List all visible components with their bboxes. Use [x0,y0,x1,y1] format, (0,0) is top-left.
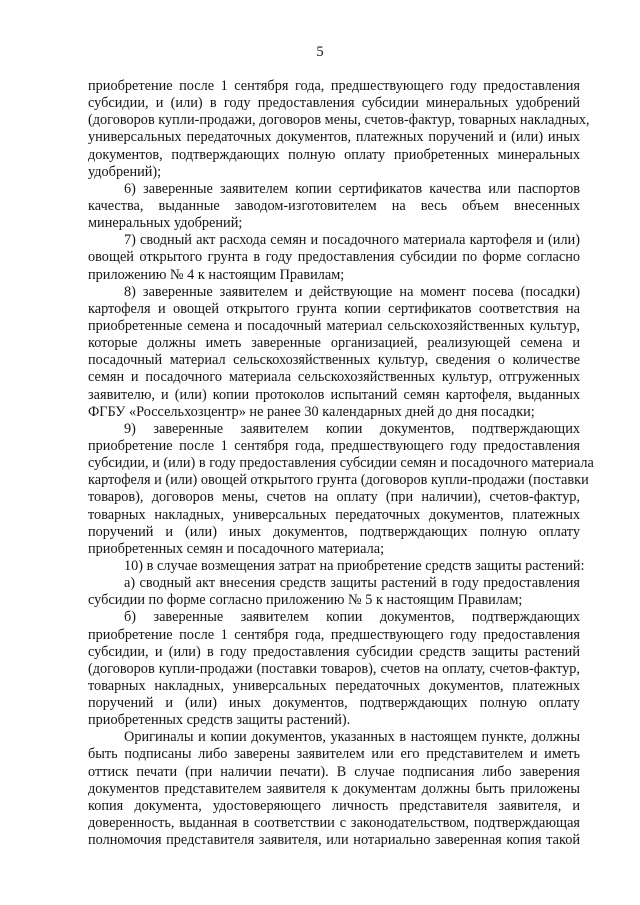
text-line: поручений и (или) иных документов, подтверждающих полную оплату [88,523,580,540]
text-line: удобрений); [88,163,162,180]
text-line: приобретенных средств защиты растений). [88,712,351,729]
list-item-9 [88,420,594,558]
list-item-8 [88,284,580,421]
text-line: приобретение после 1 сентября года, предшествующего году предоставления [88,626,580,643]
text-line: (договоров купли-продажи (поставки товаров), счетов на оплату, счетов-фактур, [88,660,580,677]
text-line: 9) заверенные заявителем копии документов, подтверждающих [124,420,580,437]
text-line: которые должны иметь заверенные организацией, реализующей семена и [88,335,580,352]
text-line: товаров), договоров мены, счетов на оплату (при наличии), счетов-фактур, [88,489,580,506]
text-line: доверенность, выданная в соответствии с законодательством, подтверждающая [88,815,580,832]
text-line: 7) сводный акт расхода семян и посадочного материала картофеля и (или) [124,232,580,249]
text-line: документов представителем заявителя к документам должны быть приложены [88,780,580,797]
sub-item-a [88,575,580,609]
text-line: качества, выданные заводом-изготовителем на весь объем внесенных [88,197,580,214]
text-line: приобретение после 1 сентября года, предшествующего году предоставления [88,437,580,454]
text-line: универсальных передаточных документов, платежных поручений и (или) иных [88,129,580,146]
text-line: субсидии, и (или) в году предоставления субсидии семян и посадочного материала [88,455,594,472]
text-line: приобретение после 1 сентября года, предшествующего году предоставления [88,78,580,94]
text-line: приобретенных семян и посадочного материала; [88,540,385,557]
text-line: семян и посадочного материала сельскохозяйственных культур, отгруженных [88,369,580,386]
text-line: минеральных удобрений; [88,215,243,232]
text-line: (договоров купли-продажи, договоров мены, счетов-фактур, товарных накладных, [88,112,590,129]
list-item-7 [88,232,580,283]
text-line: ФГБУ «Россельхозцентр» не ранее 30 календарных дней до дня посадки; [88,403,535,420]
text-line: поручений и (или) иных документов, подтверждающих полную оплату [88,695,580,712]
paragraph-continuation [88,78,590,181]
text-line: б) заверенные заявителем копии документов, подтверждающих [124,609,580,626]
text-line: картофеля и (или) овощей открытого грунта (договоров купли-продажи (поставки [88,472,589,489]
text-line: а) сводный акт внесения средств защиты растений в году предоставления [124,575,580,592]
page-number: 5 [316,44,324,60]
text-line: копия документа, удостоверяющего личность представителя заявителя, и [88,797,580,814]
text-line: овощей открытого грунта в году предоставления субсидии по форме согласно [88,249,580,266]
closing-paragraph [88,729,580,849]
sub-item-b [88,609,580,729]
text-line: приобретенные семена и посадочный материал сельскохозяйственных культур, [88,317,580,334]
text-line: 6) заверенные заявителем копии сертификатов качества или паспортов [124,180,580,197]
text-line: Оригиналы и копии документов, указанных в настоящем пункте, должны [124,729,580,746]
document-body [88,78,594,849]
text-line: картофеля и овощей открытого грунта копии сертификатов соответствия на [88,300,580,317]
text-line: субсидии, и (или) в году предоставления субсидии средств защиты растений [88,643,580,660]
text-line: посадочный материал сельскохозяйственных культур, сведения о количестве [88,352,580,369]
list-item-6 [88,181,580,232]
list-item-10 [88,557,585,575]
text-line: товарных накладных, универсальных передаточных документов, платежных [88,506,580,523]
text-line: полномочия представителя заявителя, или нотариально заверенная копия такой [88,832,580,849]
text-line: субсидии по форме согласно приложению № 5 к настоящим Правилам; [88,592,523,609]
text-line: быть подписаны либо заверены заявителем или его представителем и иметь [88,746,580,763]
text-line: оттиск печати (при наличии печати). В случае подписания либо заверения [88,763,580,780]
text-line: заявителю, и (или) копии протоколов испытаний семян картофеля, выданных [88,386,580,403]
text-line: документов, подтверждающих полную оплату приобретенных минеральных [88,146,580,163]
text-line: товарных накладных, универсальных передаточных документов, платежных [88,677,580,694]
text-line: приложению № 4 к настоящим Правилам; [88,266,345,283]
text-line: субсидии, и (или) в году предоставления субсидии минеральных удобрений [88,95,580,112]
text-line: 8) заверенные заявителем и действующие на момент посева (посадки) [124,283,580,300]
text-line: 10) в случае возмещения затрат на приобретение средств защиты растений: [124,557,585,574]
